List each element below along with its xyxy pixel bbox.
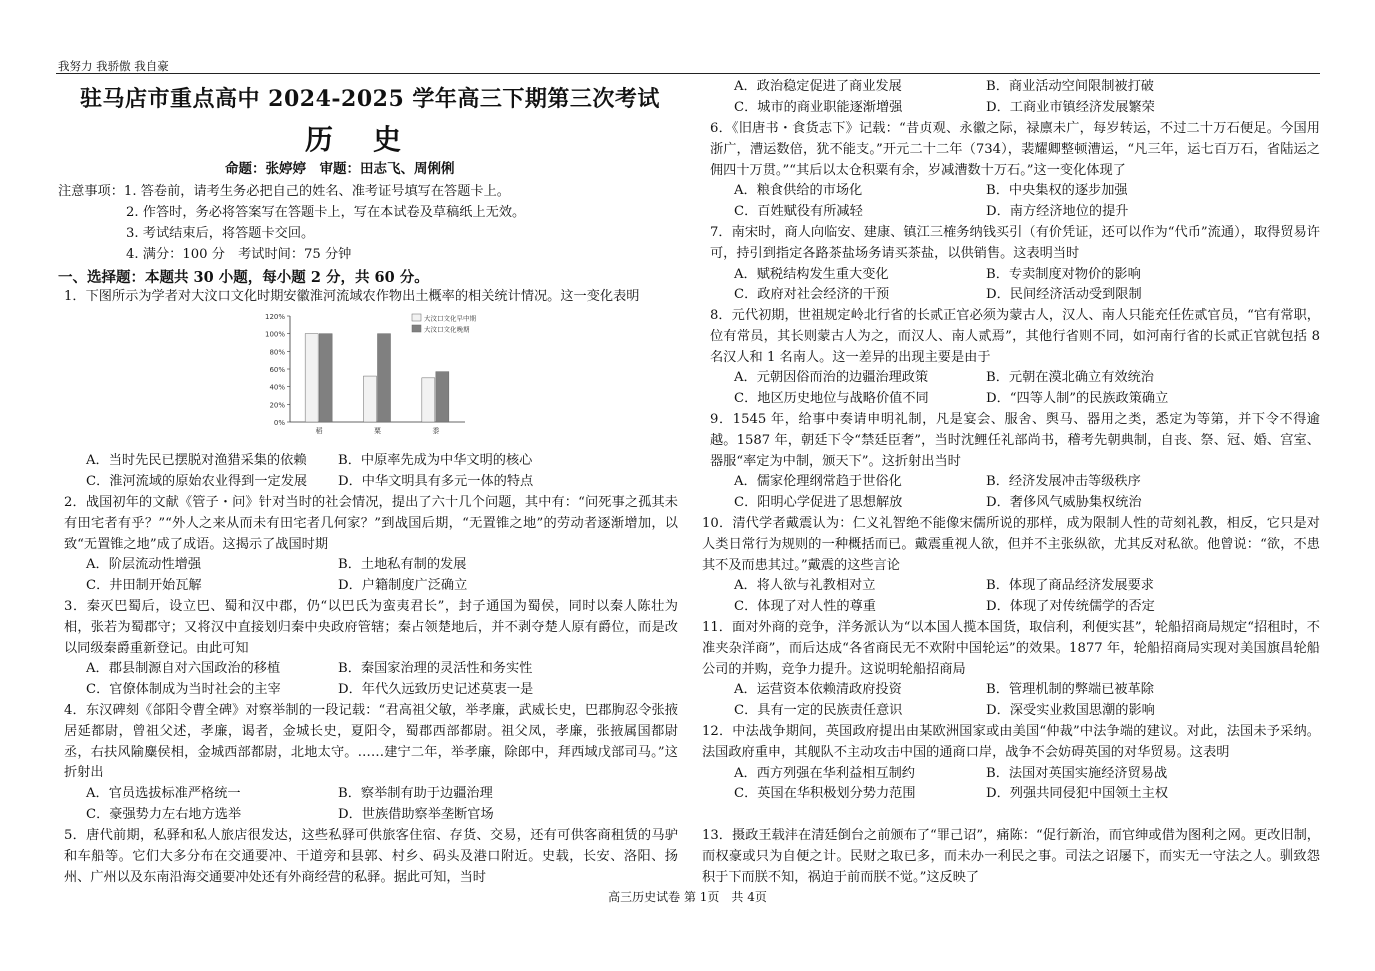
question-stem: 1．下图所示为学者对大汶口文化时期安徽淮河流域农作物出土概率的相关统计情况。这一变化表明 [64,289,640,304]
option: D．世族借助察举垄断官场 [338,806,494,822]
option: A．运营资本依赖清政府投资 [734,682,902,698]
y-tick-label: 60% [269,366,285,374]
option: A．政治稳定促进了商业发展 [734,79,902,94]
legend-label: 大汶口文化早中期 [424,314,476,323]
y-tick-label: 80% [269,348,285,357]
note-line: 2. 作答时，务必将答案写在答题卡上，写在本试卷及草稿纸上无效。 [126,205,526,220]
option: C．具有一定的民族责任意识 [734,703,903,719]
crop-probability-chart [250,308,510,438]
option: B．管理机制的弊端已被革除 [986,682,1154,698]
option: A．官员选拔标准严格统一 [86,786,241,802]
option: B．察举制有助于边疆治理 [338,786,493,802]
header-divider [56,73,1320,74]
question-stem: 6．《旧唐书・食货志下》记载：“昔贞观、永徽之际，禄廪未广，每岁转运，不过二十万石便足。今国用浙广，漕运数倍，犹不能支。”开元二十二年（734），裴耀卿整顿漕运，“凡三年，运七百万石，省陆运之佣四十万贯。”“其后以太仓积粟有余，岁减漕数十万石。”这一变化体现了 [710,121,1320,178]
legend-swatch [412,314,421,321]
question-11 [702,618,1320,722]
question-1-options [58,451,678,493]
option: C．阳明心学促进了思想解放 [734,495,903,511]
option: D．“四等人制”的民族政策确立 [986,391,1169,407]
option: D．户籍制度广泛确立 [338,578,468,594]
option: B．元朝在漠北确立有效统治 [986,370,1154,386]
question-6 [710,119,1320,223]
option: D．体现了对传统儒学的否定 [986,599,1155,615]
question-7 [710,223,1320,306]
question-stem: 3．秦灭巴蜀后，设立巴、蜀和汉中郡，仍“以巴氏为蛮夷君长”，封子通国为蜀侯，同时以秦人陈壮为相，张若为蜀郡守；又将汉中直接划归秦中央政府管辖；秦占领楚地后，并不剥夺楚人原有爵位，而是改以同级秦爵重新登记。由此可知 [64,599,678,656]
option: D．奢侈风气威胁集权统治 [986,495,1142,511]
question-5 [64,826,678,888]
question-9 [710,410,1320,514]
option: B．专卖制度对物价的影响 [986,266,1141,282]
option: C．官僚体制成为当时社会的主宰 [86,682,281,698]
option: D．民间经济活动受到限制 [986,287,1142,303]
y-tick-label: 100% [264,330,285,339]
y-tick-label: 40% [269,383,285,392]
option: D．深受实业救国思潮的影响 [986,703,1155,719]
question-1-stem [64,287,678,308]
bar [319,334,332,422]
option: D．中华文明具有多元一体的特点 [338,473,534,489]
question-3 [64,597,678,701]
option: D．年代久远致历史记述莫衷一是 [338,682,534,698]
option: B．中央集权的逐步加强 [986,183,1128,199]
option: C．百姓赋役有所减轻 [734,204,863,220]
bar [364,376,377,422]
bar [422,378,435,422]
category-label: 稻 [315,427,323,435]
option: C．地区历史地位与战略价值不同 [734,391,929,407]
option: C．城市的商业职能逐渐增强 [734,99,903,115]
exam-notes [58,181,678,265]
question-stem: 5．唐代前期，私驿和私人旅店很发达，这些私驿可供旅客住宿、存货、交易，还有可供客商租赁的马驴和车船等。它们大多分布在交通要冲、干道旁和县郭、村乡、码头及港口附近。史载，长安、洛阳、扬州、广州以及东南沿海交通要冲处还有外商经营的私驿。据此可知，当时 [64,828,678,885]
page-footer: 高三历史试卷 第 1页 共 4页 [608,890,767,904]
option: B．体现了商品经济发展要求 [986,578,1154,594]
option: B．秦国家治理的灵活性和务实性 [338,661,533,677]
y-tick-label: 120% [264,313,285,321]
option: C．井田制开始瓦解 [86,578,202,594]
question-10 [702,514,1320,618]
category-label: 黍 [432,427,440,435]
question-stem: 9．1545 年，给事中奏请申明礼制，凡是宴会、服舍、舆马、器用之类，悉定为等第，并下令不得逾越。1587 年，朝廷下令“禁廷臣奢”，当时沈鲤任礼部尚书，稽考先朝典制，自丧、祭、冠、婚、宫室、器服“率定为中制，颁天下”。这折射出当时 [710,412,1320,469]
exam-title: 驻马店市重点高中 2024-2025 学年高三下期第三次考试 [80,86,660,112]
category-label: 粟 [374,427,381,435]
option: C．豪强势力左右地方选举 [86,806,242,822]
option: A．郡县制源自对六国政治的移植 [86,661,281,677]
option: D．工商业市镇经济发展繁荣 [986,99,1155,115]
option: A．西方列强在华利益相互制约 [734,765,915,781]
option: A．赋税结构发生重大变化 [734,266,889,282]
legend-swatch [412,325,421,332]
question-stem: 11．面对外商的竞争，洋务派认为“以本国人揽本国货，取信利，利便实甚”，轮船招商局规定“招租时，不准夹杂洋商”，而后达成“各省商民无不欢附中国轮运”的效果。1877 年，轮船招商局实现对美国旗昌轮船公司的并购，竞争力提升。这说明轮船招商局 [702,620,1320,677]
option: B．中原率先成为中华文明的核心 [338,453,533,468]
option: B．商业活动空间限制被打破 [986,79,1154,94]
option: D．南方经济地位的提升 [986,204,1129,220]
y-tick-label: 20% [269,401,285,410]
question-stem: 7．南宋时，商人向临安、建康、镇江三榷务纳钱买引（有价凭证，还可以作为“代币”流通），取得贸易许可，持引到指定各路茶盐场务请买茶盐，以供销售。这表明当时 [710,225,1320,261]
note-line: 4. 满分：100 分 考试时间：75 分钟 [126,247,352,262]
option: B．经济发展冲击等级秩序 [986,474,1141,490]
option: C．政府对社会经济的干预 [734,287,890,303]
question-2 [64,493,678,597]
subject-title: 历史 [305,123,442,156]
option: C．英国在华积极划分势力范围 [734,786,916,802]
option: D．列强共同侵犯中国领土主权 [986,786,1169,802]
bar [305,334,318,422]
question-stem: 4．东汉碑刻《郃阳令曹全碑》对察举制的一段记载：“君高祖父敏，举孝廉，武威长史，巴郡朐忍令张掖居延都尉，曾祖父述，孝廉，谒者，金城长史，夏阳令，蜀郡西部都尉。祖父凤，孝廉，张掖属国都尉丞，右扶风隃麋侯相，金城西部都尉，北地太守。……建宁二年，举孝廉，除郎中，拜西域戊部司马。”这折射出 [64,703,678,781]
option: A．将人欲与礼教相对立 [734,578,876,594]
option: B．土地私有制的发展 [338,557,467,573]
header-motto: 我努力 我骄傲 我自豪 [58,59,169,73]
option: C．淮河流域的原始农业得到一定发展 [86,473,308,489]
question-8 [710,306,1320,410]
authors-line: 命题：张婷婷 审题：田志飞、周俐俐 [225,161,455,177]
legend-label: 大汶口文化晚期 [424,325,470,334]
question-stem: 12．中法战争期间，英国政府提出由某欧洲国家或由美国“仲裁”中法争端的建议。对此，法国未予采纳。法国政府重申，其舰队不主动攻击中国的通商口岸，战争不会妨碍英国的对华贸易。这表明 [702,724,1320,760]
option: A．阶层流动性增强 [86,557,202,573]
question-stem: 8．元代初期，世祖规定岭北行省的长贰正官必须为蒙古人，汉人、南人只能充任佐贰官员，“官有常职，位有常员，其长则蒙古人为之，而汉人、南人贰焉”，其他行省则不同，如河南行省的长贰正官就包括 8 名汉人和 1 名南人。这一差异的出现主要是由于 [710,308,1320,365]
question-4 [64,701,678,826]
question-stem: 2．战国初年的文献《管子・问》针对当时的社会情况，提出了六十几个问题，其中有：“问死事之孤其未有田宅者有乎？”“外人之来从而未有田宅者几何家？”到战国后期，“无置锥之地”的劳动者逐渐增加，以致“无置锥之地”成了成语。这揭示了战国时期 [64,495,678,552]
question-stem: 10．清代学者戴震认为：仁义礼智绝不能像宋儒所说的那样，成为限制人性的苛刻礼教，相反，它只是对人类日常行为规则的一种概括而已。戴震重视人欲，但并不主张纵欲，尤其反对私欲。他曾说：“欲，不患其不及而患其过。”戴震的这些言论 [702,516,1320,573]
option: A．儒家伦理纲常趋于世俗化 [734,474,902,490]
question-stem: 13．摄政王载沣在清廷倒台之前颁布了“罪己诏”，痛陈：“促行新治，而官绅或借为图利之网。更改旧制，而权豪或只为自便之计。民财之取已多，而未办一利民之事。司法之诏屡下，而实无一守法之人。驯致怨积于下而朕不知，祸迫于前而朕不觉。”这反映了 [702,828,1320,885]
chart-svg [250,308,510,438]
option: C．体现了对人性的尊重 [734,599,876,615]
question-5-options [706,77,1324,119]
bar [378,334,391,422]
question-13 [702,826,1320,888]
section-title: 一、选择题：本题共 30 小题，每小题 2 分，共 60 分。 [58,269,429,286]
option: B．法国对英国实施经济贸易战 [986,765,1168,781]
question-12 [702,722,1320,805]
note-line: 注意事项：1. 答卷前，请考生务必把自己的姓名、准考证号填写在答题卡上。 [58,184,510,199]
note-line: 3. 考试结束后，将答题卡交回。 [126,226,315,241]
bar [436,372,449,422]
option: A．元朝因俗而治的边疆治理政策 [734,370,929,386]
option: A．粮食供给的市场化 [734,183,863,199]
y-tick-label: 0% [273,419,285,427]
option: A．当时先民已摆脱对渔猎采集的依赖 [86,453,307,468]
